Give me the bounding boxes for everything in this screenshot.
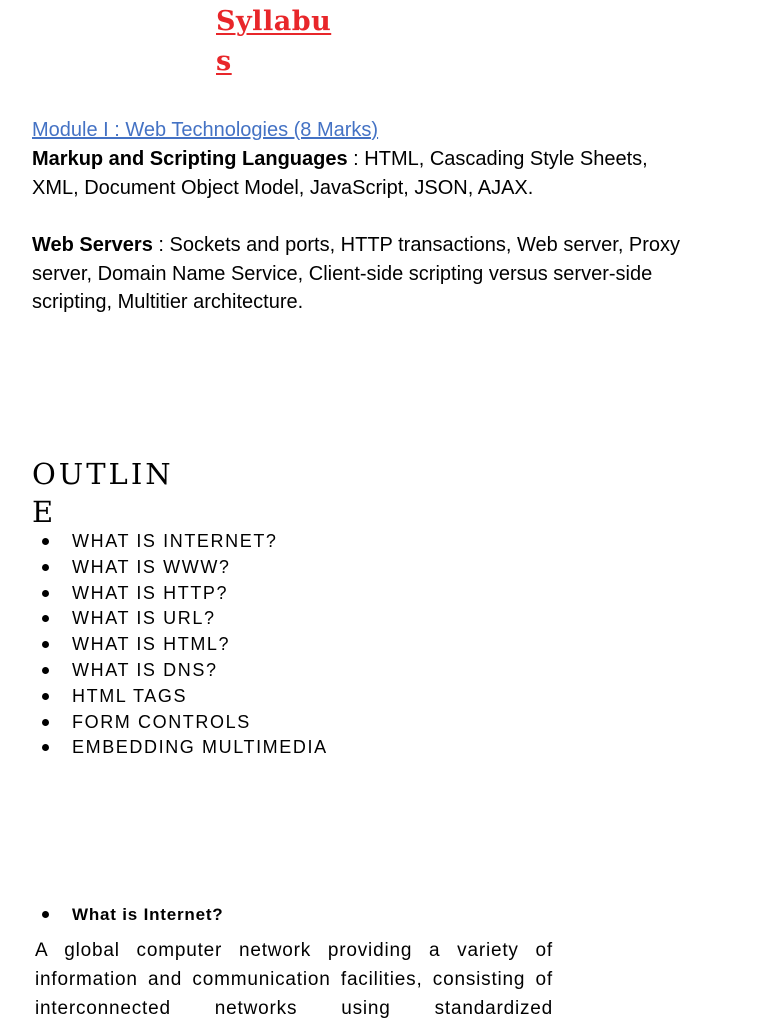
markup-label: Markup and Scripting Languages (32, 148, 348, 170)
bullet-icon (42, 719, 49, 726)
bullet-icon (42, 538, 49, 545)
section-heading-text: What is Internet? (72, 905, 224, 924)
section-heading (40, 902, 224, 928)
bullet-icon (42, 693, 49, 700)
outline-item-text: EMBEDDING MULTIMEDIA (72, 737, 328, 758)
bullet-icon (42, 667, 49, 674)
web-servers-label: Web Servers (32, 234, 153, 256)
bullet-icon (42, 911, 49, 918)
bullet-icon (42, 564, 49, 571)
outline-item (40, 632, 328, 658)
bullet-icon (42, 744, 49, 751)
outline-heading: OUTLINE (32, 457, 174, 529)
outline-item-text: WHAT IS DNS? (72, 659, 218, 680)
outline-item (40, 606, 328, 632)
outline-item-text: WHAT IS URL? (72, 608, 216, 629)
web-servers-text: : Sockets and ports, HTTP transactions, Web server, Proxy server, Domain Name Service, Client-side scripting versus server-side scripting, Multitier architecture. (32, 234, 681, 313)
module-link[interactable]: Module I : Web Technologies (8 Marks) (32, 119, 379, 141)
outline-item-text: HTML TAGS (72, 685, 188, 706)
syllabus-title: Syllabus (216, 6, 332, 77)
outline-item-text: WHAT IS WWW? (72, 556, 231, 577)
bullet-icon (42, 641, 49, 648)
outline-item (40, 684, 328, 710)
outline-item (40, 710, 328, 736)
bullet-icon (42, 615, 49, 622)
outline-item-text: WHAT IS INTERNET? (72, 531, 278, 551)
web-servers-paragraph (32, 231, 682, 317)
outline-item (40, 658, 328, 684)
outline-item (40, 529, 328, 555)
outline-item-text: FORM CONTROLS (72, 711, 251, 732)
outline-item-text: WHAT IS HTML? (72, 634, 231, 655)
outline-item (40, 581, 328, 607)
outline-item (40, 555, 328, 581)
section-body: A global computer network providing a variety of information and communication facilities, consisting of interconnected networks using standardized (35, 940, 553, 1019)
bullet-icon (42, 590, 49, 597)
outline-list (40, 529, 328, 761)
markup-text: : HTML, Cascading Style Sheets, XML, Document Object Model, JavaScript, JSON, AJAX. (32, 148, 648, 199)
outline-item (40, 735, 328, 761)
outline-item-text: WHAT IS HTTP? (72, 582, 229, 603)
markup-paragraph (32, 145, 682, 202)
